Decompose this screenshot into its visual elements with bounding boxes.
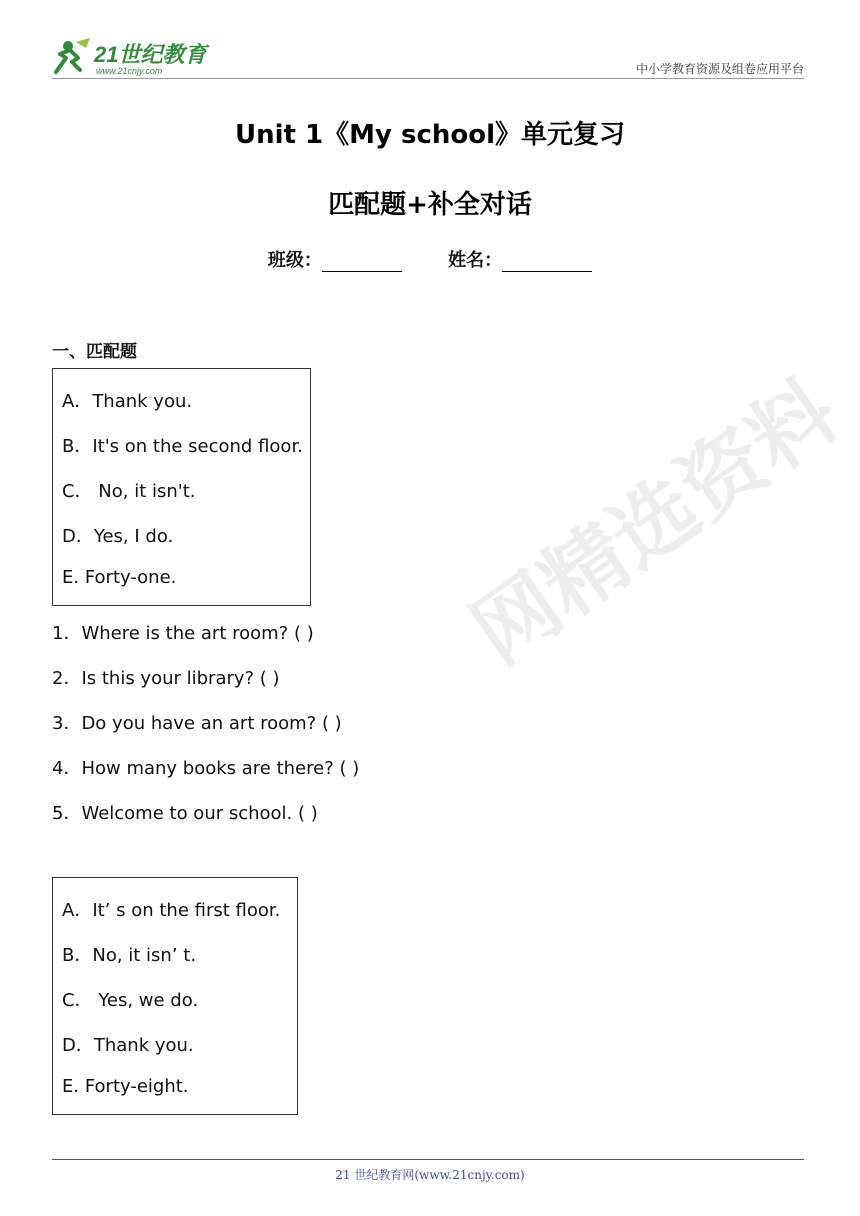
watermark xyxy=(330,300,855,683)
footer-divider xyxy=(52,1159,804,1160)
option-b: B．No, it isn’ t. xyxy=(62,945,197,966)
footer-link[interactable]: 21 世纪教育网(www.21cnjy.com) xyxy=(335,1168,525,1182)
student-info-line xyxy=(0,246,860,272)
option-e: E. Forty-one. xyxy=(62,567,177,588)
watermark-text: 网精选资料 xyxy=(454,361,855,683)
question-2: 2．Is this your library? ( ) xyxy=(52,668,280,689)
question-1: 1．Where is the art room? ( ) xyxy=(52,623,314,644)
option-d: D．Thank you. xyxy=(62,1035,194,1056)
option-a: A．Thank you. xyxy=(62,391,193,412)
options-box-2 xyxy=(52,877,298,1115)
page-header xyxy=(0,0,860,80)
question-5: 5．Welcome to our school. ( ) xyxy=(52,803,318,824)
svg-text:www.21cnjy.com: www.21cnjy.com xyxy=(96,66,163,76)
options-box-1 xyxy=(52,368,311,606)
name-label: 姓名： xyxy=(448,250,503,271)
platform-tagline: 中小学教育资源及组卷应用平台 xyxy=(635,62,804,76)
option-c: C． Yes, we do. xyxy=(62,990,199,1011)
logo-icon xyxy=(46,36,216,78)
question-3: 3．Do you have an art room? ( ) xyxy=(52,713,342,734)
question-4: 4．How many books are there? ( ) xyxy=(52,758,360,779)
section-heading: 一、匹配题 xyxy=(52,342,137,362)
option-a: A．It’ s on the first floor. xyxy=(62,900,281,921)
option-e: E. Forty-eight. xyxy=(62,1076,189,1097)
class-label: 班级： xyxy=(267,250,322,271)
option-c: C． No, it isn't. xyxy=(62,481,196,502)
page-title: Unit 1《My school》单元复习 xyxy=(234,120,625,150)
svg-text:21世纪教育: 21世纪教育 xyxy=(94,42,207,67)
name-blank[interactable] xyxy=(502,254,592,272)
option-b: B．It's on the second floor. xyxy=(62,436,303,457)
site-logo[interactable] xyxy=(46,36,216,78)
option-d: D．Yes, I do. xyxy=(62,526,174,547)
header-divider xyxy=(52,78,804,79)
page-subtitle: 匹配题+补全对话 xyxy=(328,190,532,220)
class-blank[interactable] xyxy=(322,254,402,272)
